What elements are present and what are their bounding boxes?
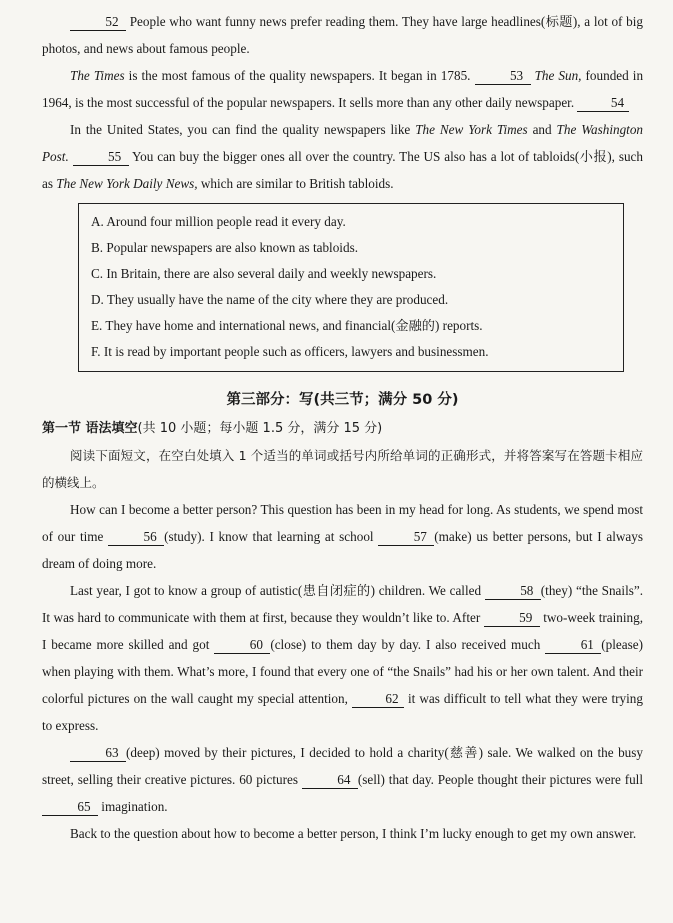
blank-65[interactable]: 65: [42, 799, 98, 816]
paragraph-text: founded in 1964, is the most successful of the popular newspapers. It sells more than any other daily newspaper.: [42, 68, 644, 110]
paragraph-text: (close) to them day by day. I also received much: [270, 637, 541, 652]
option-e: E. They have home and international news, and financial(金融的) reports.: [91, 318, 483, 333]
section-1-heading: [42, 416, 643, 442]
paragraph-text: is the most famous of the quality newspapers. It began in 1785.: [128, 68, 471, 83]
newspaper-name: The Sun,: [534, 68, 582, 83]
newspaper-name: The New York Times: [415, 122, 528, 137]
reading-paragraph-3: [42, 116, 643, 197]
paragraph-text: Back to the question about how to become a better person, I think I’m lucky enough to get my own answer.: [70, 826, 637, 841]
reading-paragraph-2: [42, 62, 643, 116]
newspaper-name: The New York Daily News,: [56, 176, 198, 191]
grammar-paragraph-4: [42, 820, 643, 847]
option-b: B. Popular newspapers are also known as tabloids.: [91, 240, 358, 255]
grammar-paragraph-2: [42, 577, 643, 739]
blank-63[interactable]: 63: [70, 745, 126, 762]
blank-58[interactable]: 58: [485, 583, 541, 600]
paragraph-text: imagination.: [101, 799, 168, 814]
paragraph-text: (please) when playing with them. What’s more, I found that every one of “the Snails” had his or her own talent. And their colorful pictures on the wall caught my special attention,: [42, 637, 644, 706]
paragraph-text: You can buy the bigger ones all over the country. The US also has a lot of tabloids(小报), such as: [42, 149, 644, 191]
newspaper-name: The Times: [70, 68, 125, 83]
reading-paragraph-1: [42, 8, 643, 62]
paragraph-text: (sell) that day. People thought their pictures were full: [357, 772, 644, 787]
blank-61[interactable]: 61: [545, 637, 601, 654]
grammar-paragraph-1: [42, 496, 643, 577]
blank-62[interactable]: 62: [352, 691, 404, 708]
blank-53[interactable]: 53: [475, 68, 531, 85]
options-box: [78, 203, 624, 372]
instructions: 阅读下面短文，在空白处填入 1 个适当的单词或括号内所给单词的正确形式，并将答案写在答题卡相应的横线上。: [42, 448, 643, 490]
paragraph-text: it was difficult to tell what they were trying to express.: [42, 691, 643, 733]
paragraph-text: (they) “the Snails”. It was hard to communicate with them at first, because they wouldn’t like to. After: [42, 583, 644, 625]
blank-64[interactable]: 64: [302, 772, 358, 789]
blank-52[interactable]: 52: [70, 14, 126, 31]
paragraph-text: Last year, I got to know a group of autistic(患自闭症的) children. We called: [70, 583, 482, 598]
blank-57[interactable]: 57: [378, 529, 434, 546]
paragraph-text: and: [532, 122, 552, 137]
paragraph-text: (study). I know that learning at school: [164, 529, 374, 544]
blank-60[interactable]: 60: [214, 637, 270, 654]
paragraph-text: which are similar to British tabloids.: [200, 176, 394, 191]
option-c: C. In Britain, there are also several daily and weekly newspapers.: [91, 266, 437, 281]
blank-55[interactable]: 55: [73, 149, 129, 166]
section-1-label: 第一节 语法填空: [42, 421, 138, 436]
paragraph-text: two-week training, I became more skilled and got: [42, 610, 644, 652]
option-f: F. It is read by important people such as officers, lawyers and businessmen.: [91, 344, 489, 359]
paragraph-text: In the United States, you can find the quality newspapers like: [70, 122, 411, 137]
paragraph-text: (make) us better persons, but I always dream of doing more.: [42, 529, 643, 571]
blank-56[interactable]: 56: [108, 529, 164, 546]
paragraph-text: People who want funny news prefer reading them. They have large headlines(标题), a lot of big photos, and news about famous people.: [42, 14, 643, 56]
option-a: A. Around four million people read it every day.: [91, 214, 346, 229]
option-d: D. They usually have the name of the city where they are produced.: [91, 292, 449, 307]
blank-59[interactable]: 59: [484, 610, 540, 627]
newspaper-name: The Washington Post.: [42, 122, 644, 164]
section-1-scoring: (共 10 小题；每小题 1.5 分，满分 15 分): [137, 421, 383, 436]
blank-54[interactable]: 54: [577, 95, 629, 112]
paragraph-text: (deep) moved by their pictures, I decided to hold a charity(慈善) sale. We walked on the busy street, selling their creative pictures. 60 pictures: [42, 745, 643, 787]
part-3-title: 第三部分：写(共三节；满分 50 分): [226, 392, 459, 408]
grammar-paragraph-3: [42, 739, 643, 820]
paragraph-text: How can I become a better person? This question has been in my head for long. As students, we spend most of our time: [42, 502, 643, 544]
